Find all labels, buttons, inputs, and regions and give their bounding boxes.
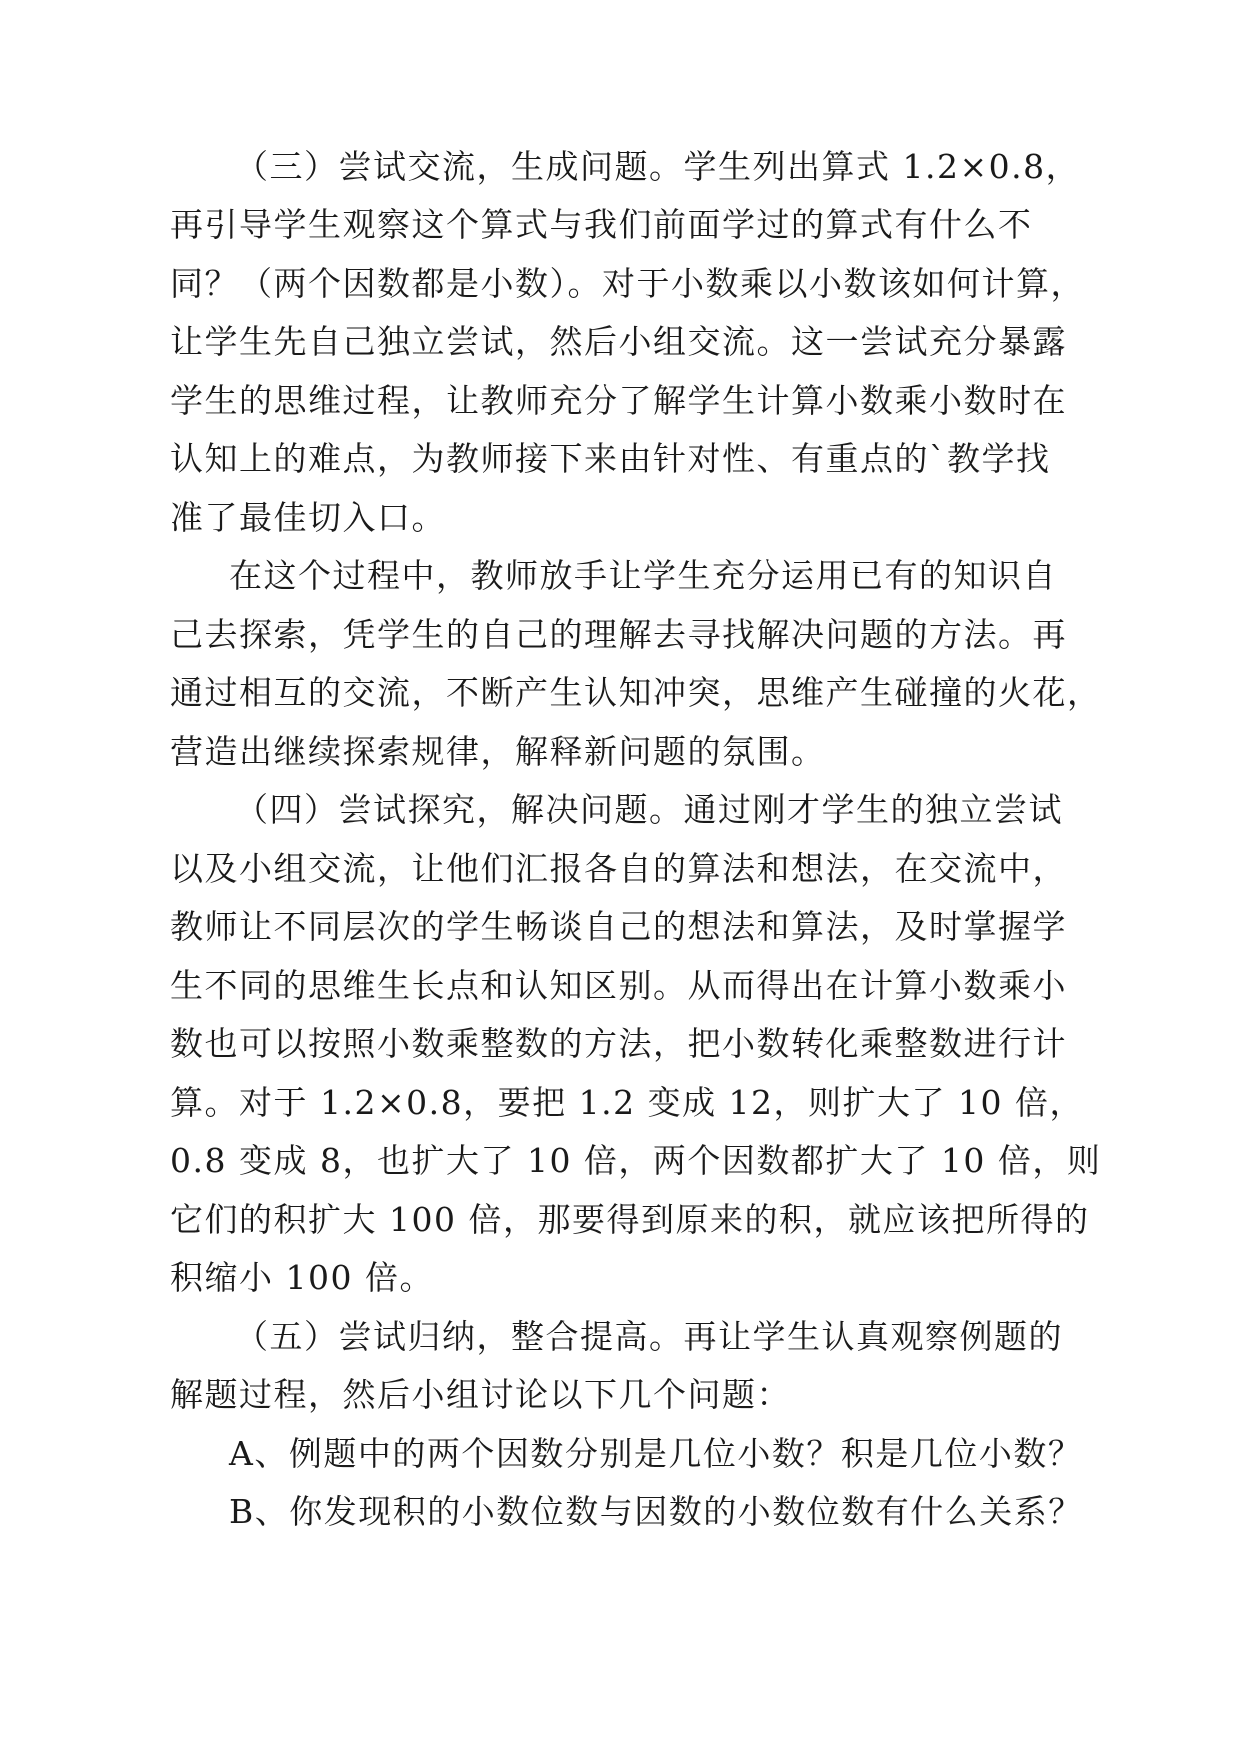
text-line: 0.8 变成 8，也扩大了 10 倍，两个因数都扩大了 10 倍，则: [170, 1141, 1102, 1180]
text-line: 它们的积扩大 100 倍，那要得到原来的积，就应该把所得的: [170, 1200, 1090, 1239]
text-line: 让学生先自己独立尝试，然后小组交流。这一尝试充分暴露: [170, 322, 1067, 361]
text-line: （四）尝试探究，解决问题。通过刚才学生的独立尝试: [235, 790, 1063, 829]
text-line: 通过相互的交流，不断产生认知冲突，思维产生碰撞的火花，: [170, 673, 1102, 712]
text-line: 解题过程，然后小组讨论以下几个问题：: [170, 1375, 791, 1414]
text-line: 准了最佳切入口。: [170, 498, 446, 537]
text-line: （三）尝试交流，生成问题。学生列出算式 1.2×0.8，: [235, 147, 1081, 186]
text-line: 学生的思维过程，让教师充分了解学生计算小数乘小数时在: [170, 381, 1067, 420]
text-line: 同？（两个因数都是小数）。对于小数乘以小数该如何计算，: [170, 264, 1085, 303]
text-line: B、你发现积的小数位数与因数的小数位数有什么关系？: [229, 1492, 1083, 1531]
text-line: 己去探索，凭学生的自己的理解去寻找解决问题的方法。再: [170, 615, 1067, 654]
text-line: 积缩小 100 倍。: [170, 1258, 434, 1297]
text-line: 数也可以按照小数乘整数的方法，把小数转化乘整数进行计: [170, 1024, 1067, 1063]
text-line: 再引导学生观察这个算式与我们前面学过的算式有什么不: [170, 205, 1033, 244]
text-line: 算。对于 1.2×0.8，要把 1.2 变成 12，则扩大了 10 倍，: [170, 1083, 1085, 1122]
text-line: （五）尝试归纳，整合提高。再让学生认真观察例题的: [235, 1317, 1063, 1356]
text-line: A、例题中的两个因数分别是几位小数？积是几位小数？: [229, 1434, 1083, 1473]
text-line: 在这个过程中，教师放手让学生充分运用已有的知识自: [229, 556, 1057, 595]
text-line: 生不同的思维生长点和认知区别。从而得出在计算小数乘小: [170, 966, 1067, 1005]
text-line: 认知上的难点，为教师接下来由针对性、有重点的`教学找: [170, 439, 1051, 478]
text-line: 以及小组交流，让他们汇报各自的算法和想法，在交流中，: [170, 849, 1067, 888]
text-line: 教师让不同层次的学生畅谈自己的想法和算法，及时掌握学: [170, 907, 1067, 946]
text-line: 营造出继续探索规律，解释新问题的氛围。: [170, 732, 826, 771]
